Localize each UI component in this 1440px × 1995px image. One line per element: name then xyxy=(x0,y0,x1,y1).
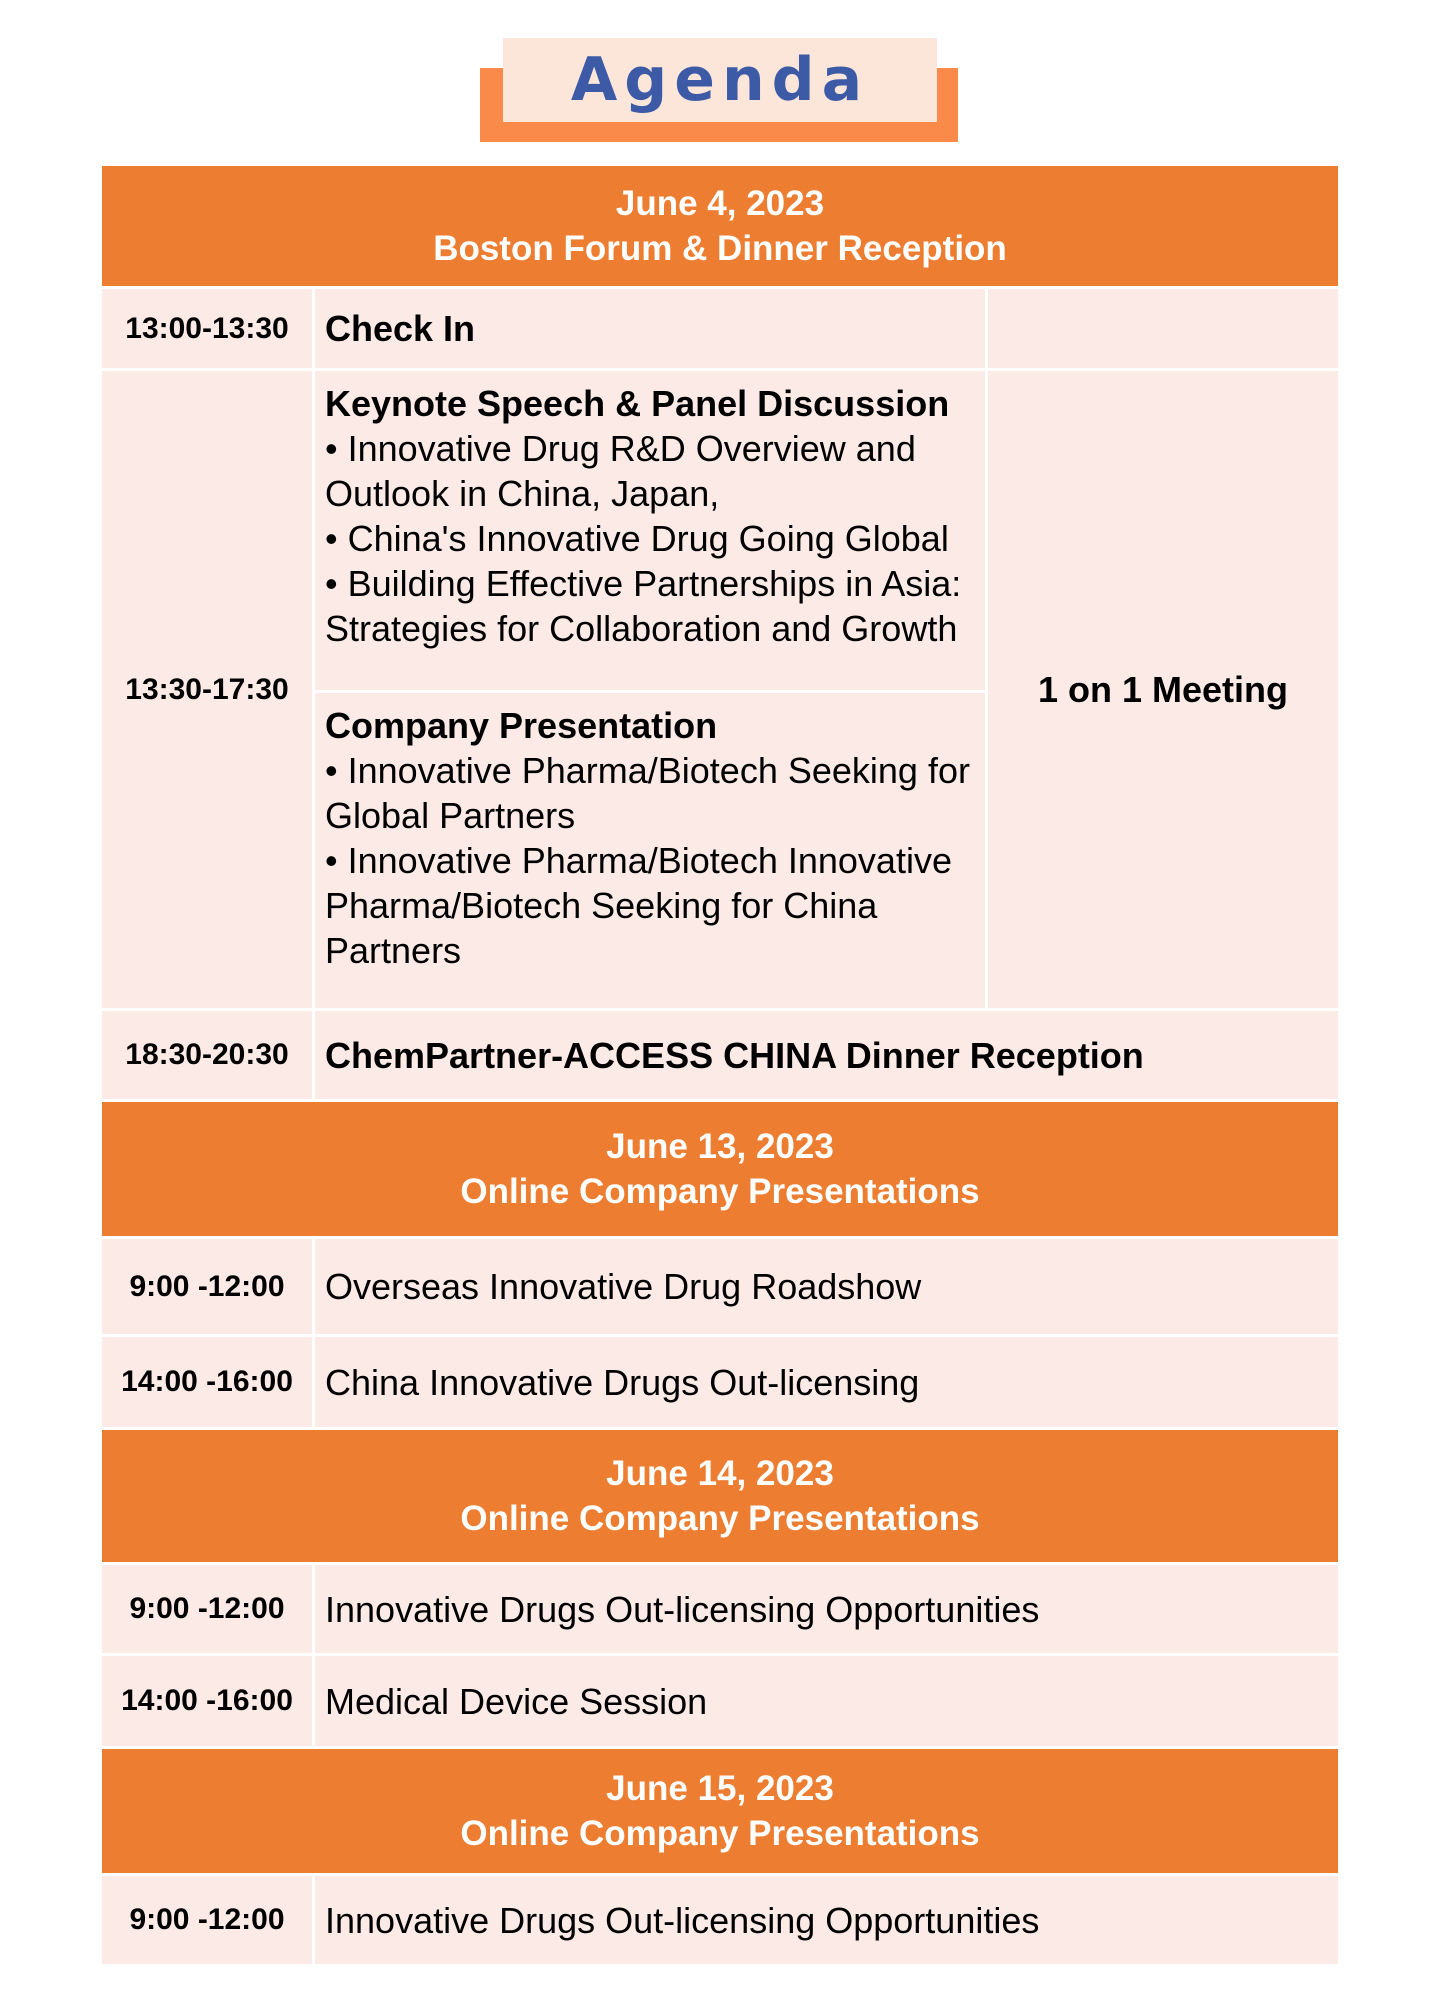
bullet-item: • Innovative Drug R&D Overview and Outlook in China, Japan, xyxy=(325,428,916,514)
title-box xyxy=(503,38,937,122)
day-header-june-15 xyxy=(102,1746,1338,1873)
table-row xyxy=(102,286,1338,368)
day-header-june-14 xyxy=(102,1427,1338,1562)
time-cell: 13:30-17:30 xyxy=(102,371,315,1008)
table-row xyxy=(102,1236,1338,1334)
bullet-item: • Innovative Pharma/Biotech Innovative Pharma/Biotech Seeking for China Partners xyxy=(325,840,952,971)
session-blocks xyxy=(315,371,985,1008)
table-row xyxy=(102,1562,1338,1653)
side-cell: 1 on 1 Meeting xyxy=(985,371,1338,1008)
block-title: Company Presentation xyxy=(325,705,718,746)
agenda-title-banner xyxy=(480,38,958,142)
day-header-june-13 xyxy=(102,1099,1338,1236)
time-cell: 14:00 -16:00 xyxy=(102,1337,315,1427)
session-cell: China Innovative Drugs Out-licensing xyxy=(325,1361,920,1403)
day-date: June 13, 2023 xyxy=(606,1127,834,1166)
day-event-name: Online Company Presentations xyxy=(460,1499,980,1538)
table-row xyxy=(102,368,1338,1008)
day-event-name: Online Company Presentations xyxy=(460,1172,980,1211)
agenda-table xyxy=(102,166,1338,1964)
time-cell: 13:00-13:30 xyxy=(102,289,315,368)
table-row xyxy=(102,1873,1338,1964)
day-date: June 4, 2023 xyxy=(615,184,825,223)
page-title: Agenda xyxy=(570,45,870,115)
time-cell: 14:00 -16:00 xyxy=(102,1656,315,1746)
time-cell: 18:30-20:30 xyxy=(102,1011,315,1099)
session-cell: Medical Device Session xyxy=(325,1680,708,1722)
keynote-block xyxy=(315,371,985,690)
company-presentation-block xyxy=(315,690,985,1008)
day-date: June 15, 2023 xyxy=(606,1769,834,1808)
time-cell: 9:00 -12:00 xyxy=(102,1565,315,1653)
session-cell: Innovative Drugs Out-licensing Opportunities xyxy=(325,1899,1040,1941)
table-row xyxy=(102,1008,1338,1099)
session-cell: ChemPartner-ACCESS CHINA Dinner Reception xyxy=(325,1034,1144,1076)
bullet-item: • Building Effective Partnerships in Asia: Strategies for Collaboration and Growth xyxy=(325,563,962,649)
bullet-item: • Innovative Pharma/Biotech Seeking for Global Partners xyxy=(325,750,970,836)
time-cell: 9:00 -12:00 xyxy=(102,1239,315,1334)
day-event-name: Boston Forum & Dinner Reception xyxy=(433,229,1007,268)
day-date: June 14, 2023 xyxy=(606,1454,834,1493)
day-event-name: Online Company Presentations xyxy=(460,1814,980,1853)
time-cell: 9:00 -12:00 xyxy=(102,1876,315,1964)
side-cell-empty xyxy=(985,289,1338,368)
table-row xyxy=(102,1653,1338,1746)
session-cell: Overseas Innovative Drug Roadshow xyxy=(325,1266,922,1307)
block-title: Keynote Speech & Panel Discussion xyxy=(325,383,950,424)
bullet-item: • China's Innovative Drug Going Global xyxy=(325,518,949,559)
session-cell: Check In xyxy=(325,308,476,349)
session-cell: Innovative Drugs Out-licensing Opportunities xyxy=(325,1588,1040,1630)
day-header-june-4 xyxy=(102,166,1338,286)
table-row xyxy=(102,1334,1338,1427)
